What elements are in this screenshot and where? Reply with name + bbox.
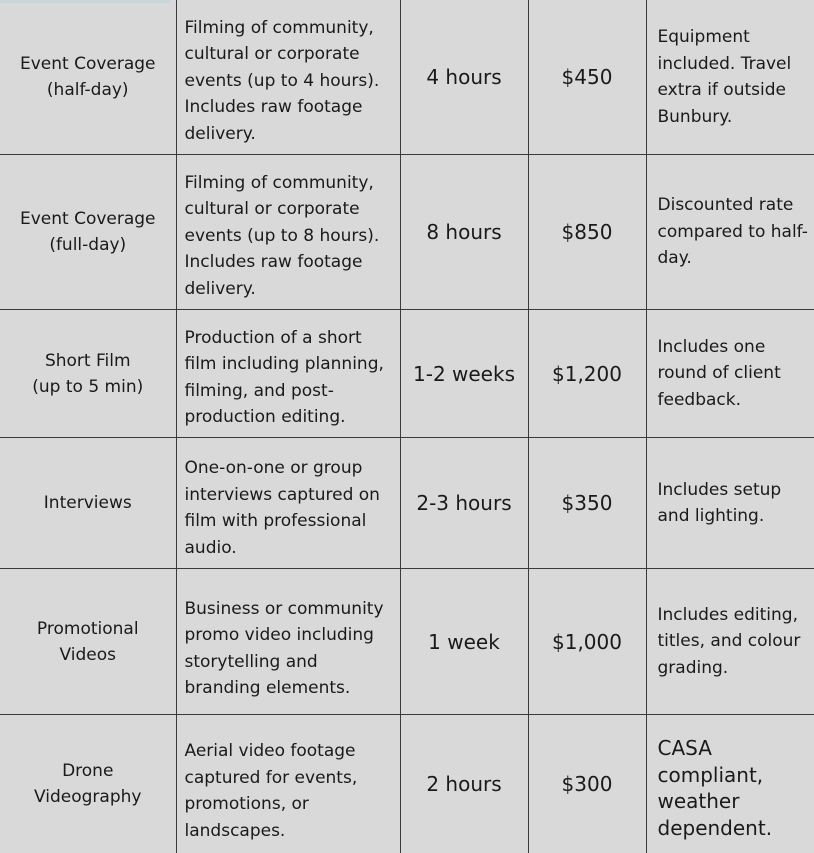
price-cell — [528, 155, 646, 310]
service-description: Filming of community, cultural or corporate events (up to 8 hours). Includes raw footage delivery. — [185, 170, 392, 303]
service-duration: 8 hours — [401, 219, 528, 245]
table-row — [0, 155, 814, 310]
service-description: One-on-one or group interviews captured on film with professional audio. — [185, 455, 392, 561]
duration-cell — [400, 715, 528, 853]
description-cell — [176, 310, 400, 438]
notes-cell — [646, 0, 814, 155]
service-name-cell — [0, 0, 176, 155]
service-price: $450 — [529, 64, 646, 90]
service-notes: Equipment included. Travel extra if outside Bunbury. — [658, 24, 811, 130]
table-row — [0, 438, 814, 569]
service-notes: Includes editing, titles, and colour grading. — [658, 602, 811, 682]
table-row — [0, 715, 814, 853]
duration-cell — [400, 438, 528, 569]
table-row — [0, 569, 814, 715]
service-price: $850 — [529, 219, 646, 245]
service-name-cell — [0, 155, 176, 310]
service-description: Production of a short film including planning, filming, and post-production editing. — [185, 325, 392, 431]
description-cell — [176, 438, 400, 569]
price-cell — [528, 0, 646, 155]
service-price: $1,200 — [529, 361, 646, 387]
service-duration: 2 hours — [401, 771, 528, 797]
duration-cell — [400, 155, 528, 310]
service-name: Drone Videography — [6, 758, 170, 810]
duration-cell — [400, 0, 528, 155]
notes-cell — [646, 438, 814, 569]
service-name: Event Coverage (full-day) — [6, 206, 170, 258]
table-row — [0, 0, 814, 155]
service-description: Filming of community, cultural or corporate events (up to 4 hours). Includes raw footage delivery. — [185, 15, 392, 148]
service-duration: 1-2 weeks — [401, 361, 528, 387]
service-notes: CASA compliant, weather dependent. — [658, 735, 811, 841]
price-cell — [528, 569, 646, 715]
service-notes: Includes setup and lighting. — [658, 477, 811, 530]
price-cell — [528, 438, 646, 569]
description-cell — [176, 715, 400, 853]
service-duration: 2-3 hours — [401, 490, 528, 516]
duration-cell — [400, 569, 528, 715]
price-cell — [528, 715, 646, 853]
price-cell — [528, 310, 646, 438]
service-notes: Discounted rate compared to half-day. — [658, 192, 811, 272]
service-name-cell — [0, 569, 176, 715]
service-name-cell — [0, 438, 176, 569]
service-description: Business or community promo video including storytelling and branding elements. — [185, 596, 392, 702]
service-price: $300 — [529, 771, 646, 797]
notes-cell — [646, 155, 814, 310]
service-description: Aerial video footage captured for events, promotions, or landscapes. — [185, 738, 392, 844]
notes-cell — [646, 715, 814, 853]
description-cell — [176, 155, 400, 310]
service-duration: 4 hours — [401, 64, 528, 90]
description-cell — [176, 0, 400, 155]
service-price: $1,000 — [529, 629, 646, 655]
description-cell — [176, 569, 400, 715]
notes-cell — [646, 310, 814, 438]
service-name-cell — [0, 310, 176, 438]
notes-cell — [646, 569, 814, 715]
service-name: Promotional Videos — [6, 616, 170, 668]
service-price: $350 — [529, 490, 646, 516]
service-duration: 1 week — [401, 629, 528, 655]
duration-cell — [400, 310, 528, 438]
service-name: Short Film (up to 5 min) — [6, 348, 170, 400]
service-name: Event Coverage (half-day) — [6, 51, 170, 103]
service-name-cell — [0, 715, 176, 853]
service-notes: Includes one round of client feedback. — [658, 334, 811, 414]
table-row — [0, 310, 814, 438]
service-name: Interviews — [6, 490, 170, 516]
